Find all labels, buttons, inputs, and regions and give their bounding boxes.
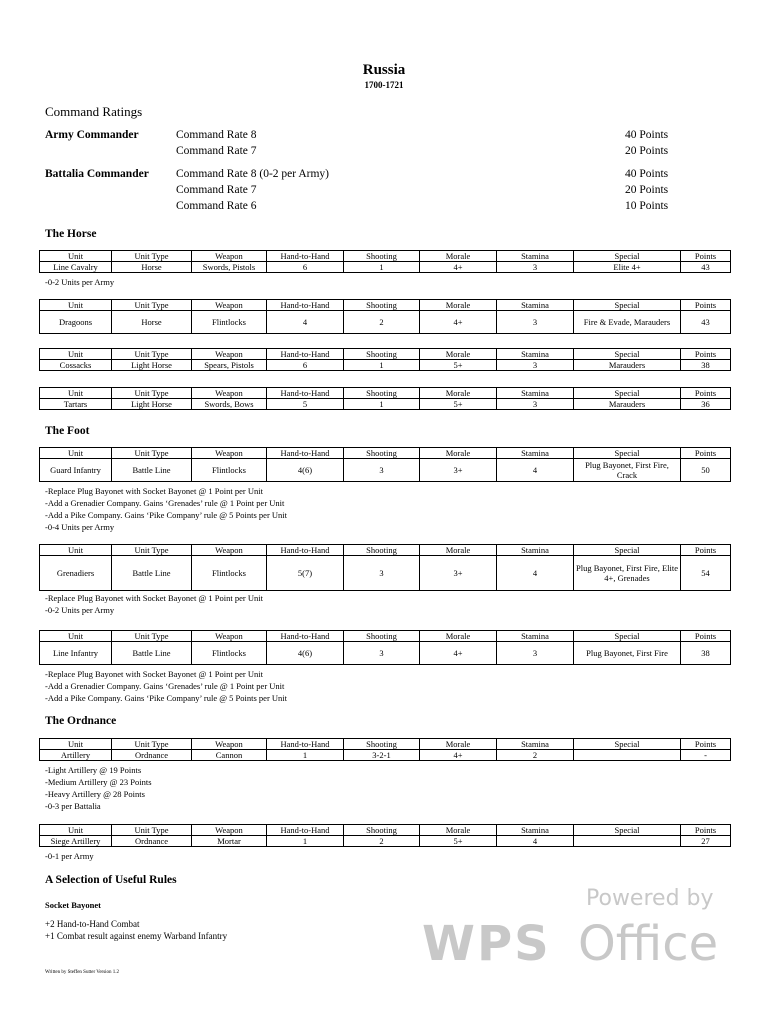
command-row: [45, 168, 685, 184]
column-header: Points: [681, 825, 731, 836]
table-row: [40, 556, 731, 591]
command-role: Army Commander: [45, 129, 139, 141]
unit-note: -0-2 Units per Army: [45, 277, 115, 287]
cell-type: Battle Line: [112, 459, 192, 482]
column-header: Hand-to-Hand: [267, 739, 344, 750]
unit-notes: [45, 850, 94, 862]
column-header: Hand-to-Hand: [267, 349, 344, 360]
column-header: Special: [574, 545, 681, 556]
column-header: Weapon: [192, 739, 267, 750]
unit-note: -Add a Grenadier Company. Gains ‘Grenades’ rule @ 1 Point per Unit: [45, 498, 285, 508]
command-row: [45, 145, 685, 161]
cell-type: Horse: [112, 311, 192, 334]
column-header: Weapon: [192, 631, 267, 642]
section-horse-heading: The Horse: [45, 228, 97, 240]
cell-stamina: 3: [497, 311, 574, 334]
unit-table: [39, 544, 731, 591]
command-desc: Command Rate 8: [176, 129, 257, 141]
cell-hth: 6: [267, 262, 344, 273]
cell-hth: 4: [267, 311, 344, 334]
cell-points: 38: [681, 642, 731, 665]
column-header: Stamina: [497, 825, 574, 836]
table-header-row: [40, 388, 731, 399]
table-header-row: [40, 300, 731, 311]
section-foot-heading: The Foot: [45, 425, 90, 437]
cell-unit: Line Cavalry: [40, 262, 112, 273]
column-header: Weapon: [192, 388, 267, 399]
column-header: Morale: [420, 448, 497, 459]
cell-type: Light Horse: [112, 360, 192, 371]
unit-note: -Add a Grenadier Company. Gains ‘Grenades’ rule @ 1 Point per Unit: [45, 681, 285, 691]
cell-hth: 4(6): [267, 642, 344, 665]
cell-special: Marauders: [574, 399, 681, 410]
column-header: Weapon: [192, 300, 267, 311]
column-header: Points: [681, 739, 731, 750]
table-header-row: [40, 349, 731, 360]
column-header: Stamina: [497, 388, 574, 399]
column-header: Unit: [40, 300, 112, 311]
unit-note: -Replace Plug Bayonet with Socket Bayonet @ 1 Point per Unit: [45, 669, 263, 679]
table-header-row: [40, 825, 731, 836]
cell-weapon: Flintlocks: [192, 311, 267, 334]
column-header: Morale: [420, 739, 497, 750]
column-header: Hand-to-Hand: [267, 300, 344, 311]
table-header-row: [40, 631, 731, 642]
command-row: [45, 200, 685, 216]
cell-special: Marauders: [574, 360, 681, 371]
cell-hth: 4(6): [267, 459, 344, 482]
cell-unit: Guard Infantry: [40, 459, 112, 482]
column-header: Unit Type: [112, 825, 192, 836]
command-desc: Command Rate 6: [176, 200, 257, 212]
column-header: Hand-to-Hand: [267, 545, 344, 556]
table-header-row: [40, 251, 731, 262]
cell-points: 54: [681, 556, 731, 591]
cell-morale: 4+: [420, 262, 497, 273]
cell-weapon: Flintlocks: [192, 459, 267, 482]
table-row: [40, 262, 731, 273]
command-points: 20 Points: [625, 145, 669, 157]
column-header: Special: [574, 251, 681, 262]
cell-type: Horse: [112, 262, 192, 273]
cell-weapon: Flintlocks: [192, 556, 267, 591]
cell-special: [574, 750, 681, 761]
cell-special: Plug Bayonet, First Fire: [574, 642, 681, 665]
cell-points: 38: [681, 360, 731, 371]
column-header: Weapon: [192, 545, 267, 556]
column-header: Morale: [420, 349, 497, 360]
cell-shooting: 1: [344, 399, 420, 410]
cell-shooting: 3: [344, 459, 420, 482]
table-row: [40, 836, 731, 847]
table-row: [40, 360, 731, 371]
column-header: Unit: [40, 739, 112, 750]
unit-note: -0-3 per Battalia: [45, 801, 101, 811]
table-row: [40, 399, 731, 410]
unit-note: -Add a Pike Company. Gains ‘Pike Company’ rule @ 5 Points per Unit: [45, 510, 288, 520]
cell-type: Ordnance: [112, 750, 192, 761]
section-rules-heading: A Selection of Useful Rules: [45, 874, 177, 886]
column-header: Points: [681, 388, 731, 399]
rule-block: [45, 899, 227, 942]
cell-type: Ordnance: [112, 836, 192, 847]
cell-morale: 5+: [420, 399, 497, 410]
cell-morale: 4+: [420, 642, 497, 665]
unit-table: [39, 387, 731, 410]
column-header: Hand-to-Hand: [267, 825, 344, 836]
column-header: Stamina: [497, 349, 574, 360]
unit-notes: [45, 485, 287, 533]
column-header: Unit Type: [112, 631, 192, 642]
column-header: Stamina: [497, 300, 574, 311]
column-header: Shooting: [344, 825, 420, 836]
column-header: Shooting: [344, 631, 420, 642]
rule-name: Socket Bayonet: [45, 900, 101, 910]
cell-morale: 3+: [420, 459, 497, 482]
unit-note: -0-2 Units per Army: [45, 605, 115, 615]
table-row: [40, 642, 731, 665]
cell-unit: Dragoons: [40, 311, 112, 334]
unit-table: [39, 299, 731, 334]
cell-morale: 4+: [420, 311, 497, 334]
unit-table: [39, 824, 731, 847]
command-desc: Command Rate 7: [176, 145, 257, 157]
cell-weapon: Spears, Pistols: [192, 360, 267, 371]
cell-shooting: 2: [344, 836, 420, 847]
footer-credit: Written by Steffen Sutter Version 1.2: [45, 970, 120, 975]
cell-unit: Cossacks: [40, 360, 112, 371]
column-header: Points: [681, 448, 731, 459]
table-row: [40, 459, 731, 482]
page-title: Russia: [362, 62, 406, 78]
column-header: Morale: [420, 300, 497, 311]
column-header: Shooting: [344, 300, 420, 311]
column-header: Weapon: [192, 825, 267, 836]
rule-line: +2 Hand-to-Hand Combat: [45, 919, 140, 929]
cell-hth: 5: [267, 399, 344, 410]
column-header: Unit Type: [112, 251, 192, 262]
column-header: Special: [574, 388, 681, 399]
command-points: 40 Points: [625, 129, 669, 141]
rule-line: +1 Combat result against enemy Warband Infantry: [45, 931, 228, 941]
column-header: Morale: [420, 825, 497, 836]
cell-stamina: 3: [497, 360, 574, 371]
column-header: Shooting: [344, 545, 420, 556]
column-header: Points: [681, 631, 731, 642]
cell-points: -: [681, 750, 731, 761]
cell-unit: Tartars: [40, 399, 112, 410]
cell-shooting: 1: [344, 360, 420, 371]
cell-type: Battle Line: [112, 642, 192, 665]
column-header: Points: [681, 251, 731, 262]
column-header: Stamina: [497, 631, 574, 642]
unit-notes: [45, 668, 287, 704]
column-header: Special: [574, 739, 681, 750]
cell-stamina: 4: [497, 556, 574, 591]
cell-unit: Artillery: [40, 750, 112, 761]
cell-weapon: Cannon: [192, 750, 267, 761]
column-header: Hand-to-Hand: [267, 448, 344, 459]
cell-morale: 5+: [420, 360, 497, 371]
column-header: Weapon: [192, 448, 267, 459]
column-header: Stamina: [497, 251, 574, 262]
unit-table: [39, 348, 731, 371]
column-header: Special: [574, 631, 681, 642]
column-header: Shooting: [344, 448, 420, 459]
command-desc: Command Rate 8 (0-2 per Army): [176, 168, 329, 180]
cell-special: Plug Bayonet, First Fire, Crack: [574, 459, 681, 482]
unit-note: -Light Artillery @ 19 Points: [45, 765, 142, 775]
column-header: Shooting: [344, 251, 420, 262]
cell-type: Light Horse: [112, 399, 192, 410]
column-header: Morale: [420, 545, 497, 556]
cell-special: [574, 836, 681, 847]
command-points: 40 Points: [625, 168, 669, 180]
table-row: [40, 750, 731, 761]
table-row: [40, 311, 731, 334]
column-header: Points: [681, 349, 731, 360]
command-row: [45, 184, 685, 200]
command-desc: Command Rate 7: [176, 184, 257, 196]
command-ratings-heading: Command Ratings: [45, 104, 143, 119]
cell-points: 36: [681, 399, 731, 410]
column-header: Special: [574, 448, 681, 459]
cell-stamina: 4: [497, 836, 574, 847]
unit-note: -0-1 per Army: [45, 851, 94, 861]
column-header: Unit: [40, 448, 112, 459]
column-header: Unit: [40, 388, 112, 399]
cell-shooting: 3-2-1: [344, 750, 420, 761]
column-header: Unit Type: [112, 545, 192, 556]
cell-shooting: 1: [344, 262, 420, 273]
unit-note: -Add a Pike Company. Gains ‘Pike Company’ rule @ 5 Points per Unit: [45, 693, 288, 703]
cell-stamina: 2: [497, 750, 574, 761]
command-points: 20 Points: [625, 184, 669, 196]
column-header: Shooting: [344, 388, 420, 399]
unit-table: [39, 738, 731, 761]
cell-unit: Line Infantry: [40, 642, 112, 665]
column-header: Stamina: [497, 448, 574, 459]
unit-note: -Replace Plug Bayonet with Socket Bayonet @ 1 Point per Unit: [45, 486, 263, 496]
column-header: Unit: [40, 349, 112, 360]
cell-hth: 6: [267, 360, 344, 371]
cell-morale: 4+: [420, 750, 497, 761]
cell-weapon: Swords, Bows: [192, 399, 267, 410]
cell-morale: 5+: [420, 836, 497, 847]
column-header: Special: [574, 300, 681, 311]
column-header: Unit: [40, 631, 112, 642]
column-header: Unit: [40, 825, 112, 836]
cell-stamina: 3: [497, 262, 574, 273]
unit-notes: [45, 592, 263, 616]
cell-hth: 1: [267, 750, 344, 761]
cell-shooting: 3: [344, 556, 420, 591]
page-years: 1700-1721: [364, 80, 404, 90]
cell-weapon: Mortar: [192, 836, 267, 847]
column-header: Unit: [40, 251, 112, 262]
section-ordnance-heading: The Ordnance: [45, 715, 117, 727]
column-header: Shooting: [344, 349, 420, 360]
column-header: Hand-to-Hand: [267, 388, 344, 399]
unit-note: -Heavy Artillery @ 28 Points: [45, 789, 145, 799]
column-header: Morale: [420, 251, 497, 262]
unit-note: -0-4 Units per Army: [45, 522, 115, 532]
column-header: Unit Type: [112, 349, 192, 360]
column-header: Stamina: [497, 739, 574, 750]
cell-stamina: 3: [497, 399, 574, 410]
column-header: Shooting: [344, 739, 420, 750]
table-header-row: [40, 545, 731, 556]
cell-special: Fire & Evade, Marauders: [574, 311, 681, 334]
column-header: Stamina: [497, 545, 574, 556]
column-header: Unit Type: [112, 448, 192, 459]
cell-morale: 3+: [420, 556, 497, 591]
cell-shooting: 3: [344, 642, 420, 665]
column-header: Points: [681, 300, 731, 311]
cell-points: 27: [681, 836, 731, 847]
command-points: 10 Points: [625, 200, 669, 212]
column-header: Hand-to-Hand: [267, 251, 344, 262]
column-header: Unit Type: [112, 739, 192, 750]
cell-unit: Grenadiers: [40, 556, 112, 591]
column-header: Special: [574, 349, 681, 360]
cell-stamina: 3: [497, 642, 574, 665]
column-header: Weapon: [192, 251, 267, 262]
cell-type: Battle Line: [112, 556, 192, 591]
cell-points: 43: [681, 311, 731, 334]
command-row: [45, 129, 685, 145]
table-header-row: [40, 448, 731, 459]
cell-special: Plug Bayonet, First Fire, Elite 4+, Grenades: [574, 556, 681, 591]
cell-stamina: 4: [497, 459, 574, 482]
column-header: Unit Type: [112, 388, 192, 399]
watermark-powered-by: Powered by: [586, 886, 714, 911]
cell-hth: 5(7): [267, 556, 344, 591]
unit-table: [39, 630, 731, 665]
cell-points: 50: [681, 459, 731, 482]
cell-hth: 1: [267, 836, 344, 847]
table-header-row: [40, 739, 731, 750]
unit-table: [39, 250, 731, 273]
cell-special: Elite 4+: [574, 262, 681, 273]
command-role: Battalia Commander: [45, 168, 149, 180]
unit-note: -Medium Artillery @ 23 Points: [45, 777, 152, 787]
unit-notes: [45, 276, 114, 288]
column-header: Points: [681, 545, 731, 556]
watermark-wps-logo: WPS: [422, 916, 551, 972]
column-header: Morale: [420, 631, 497, 642]
column-header: Unit Type: [112, 300, 192, 311]
unit-notes: [45, 764, 152, 812]
cell-unit: Siege Artillery: [40, 836, 112, 847]
watermark-office: Office: [578, 916, 719, 972]
column-header: Weapon: [192, 349, 267, 360]
cell-shooting: 2: [344, 311, 420, 334]
column-header: Unit: [40, 545, 112, 556]
unit-table: [39, 447, 731, 482]
column-header: Special: [574, 825, 681, 836]
cell-weapon: Flintlocks: [192, 642, 267, 665]
cell-weapon: Swords, Pistols: [192, 262, 267, 273]
unit-note: -Replace Plug Bayonet with Socket Bayonet @ 1 Point per Unit: [45, 593, 263, 603]
column-header: Morale: [420, 388, 497, 399]
column-header: Hand-to-Hand: [267, 631, 344, 642]
cell-points: 43: [681, 262, 731, 273]
